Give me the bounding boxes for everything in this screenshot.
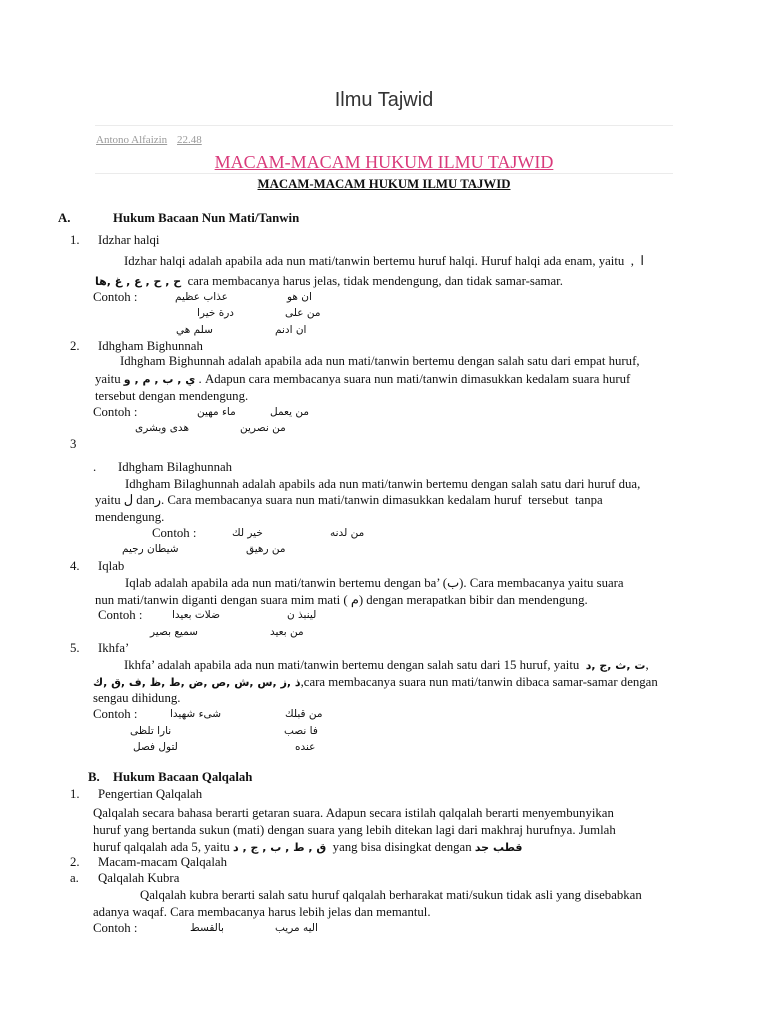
arabic-example: ان هو	[287, 291, 312, 303]
document-heading: MACAM-MACAM HUKUM ILMU TAJWID	[257, 177, 511, 191]
paragraph-line: Idzhar halqi adalah apabila ada nun mati/tanwin bertemu huruf halqi. Huruf halqi ada enam, yaitu , ا	[124, 254, 644, 268]
paragraph-line	[95, 273, 563, 290]
contoh-label: Contoh :	[152, 526, 197, 540]
arabic-example: ضلات بعيدا	[172, 609, 220, 621]
item-number: 1.	[70, 787, 80, 801]
arabic-example: اليه مريب	[275, 922, 318, 934]
arabic-letters: ي , ب , م , و	[123, 373, 196, 386]
contoh-label: Contoh :	[93, 921, 138, 935]
arabic-example: ان ادنم	[275, 324, 307, 336]
arabic-example: لتول فصل	[133, 741, 178, 753]
item-number: 3	[70, 437, 77, 451]
paragraph-line: huruf yang bertanda sukun (mati) dengan suara yang lebih ditekan lagi dari makhraj hurufnya. Jumlah	[93, 823, 616, 837]
post-title-link[interactable]: MACAM-MACAM HUKUM ILMU TAJWID	[214, 152, 554, 172]
arabic-abbreviation: قطب جد	[474, 841, 523, 854]
paragraph-text: . Adapun cara membacanya suara nun mati/tanwin dimasukkan kedalam suara huruf	[195, 372, 631, 386]
arabic-example: من قبلك	[285, 708, 323, 720]
paragraph-line: Idhgham Bighunnah adalah apabila ada nun mati/tanwin bertemu dengan salah satu dari empat huruf,	[120, 354, 640, 368]
arabic-example: بالقسط	[190, 922, 224, 934]
divider	[95, 125, 673, 126]
arabic-example: نارا تلظى	[130, 725, 172, 737]
arabic-example: عذاب عظيم	[175, 291, 228, 303]
item-title: Idhgham Bighunnah	[98, 339, 203, 353]
arabic-example: سميع بصير	[150, 626, 198, 638]
paragraph-text: yang bisa disingkat dengan	[326, 840, 475, 854]
arabic-example: هدى وبشرى	[135, 422, 189, 434]
paragraph-line: Iqlab adalah apabila ada nun mati/tanwin bertemu dengan ba’ (ب). Cara membacanya yaitu suara	[125, 576, 624, 590]
arabic-example: فا نصب	[284, 725, 318, 737]
arabic-example: من يعمل	[270, 406, 309, 418]
page-title: Ilmu Tajwid	[334, 89, 434, 111]
paragraph-line: Qalqalah secara bahasa berarti getaran suara. Adapun secara istilah qalqalah berarti menyembunyikan	[93, 806, 614, 820]
arabic-example: درة خيرا	[197, 307, 234, 319]
paragraph-line	[124, 657, 649, 674]
arabic-example: من رهيق	[246, 543, 286, 555]
arabic-example: عنده	[295, 741, 316, 753]
arabic-example: لينبذ ن	[287, 609, 317, 621]
item-title: Ikhfa’	[98, 641, 130, 655]
item-title: Idzhar halqi	[98, 233, 160, 247]
subitem-title: Qalqalah Kubra	[98, 871, 180, 885]
section-title: Hukum Bacaan Qalqalah	[113, 770, 253, 784]
paragraph-line: Qalqalah kubra berarti salah satu huruf qalqalah berharakat mati/sukun tidak asli yang disebabkan	[140, 888, 642, 902]
section-title: Hukum Bacaan Nun Mati/Tanwin	[113, 211, 300, 225]
arabic-example: من نصرين	[240, 422, 286, 434]
paragraph-text: huruf qalqalah ada 5, yaitu	[93, 840, 234, 854]
arabic-letters: ق , ط , ب , ج , د	[233, 841, 327, 854]
paragraph-line	[93, 674, 658, 691]
author-link[interactable]: Antono Alfaizin	[96, 134, 168, 146]
contoh-label: Contoh :	[98, 608, 143, 622]
item-number: 1.	[70, 233, 80, 247]
item-title: Macam-macam Qalqalah	[98, 855, 227, 869]
item-number: 4.	[70, 559, 80, 573]
arabic-example: شيطان رجيم	[122, 543, 179, 555]
paragraph-text: yaitu	[95, 372, 124, 386]
paragraph-text: cara membacanya harus jelas, tidak mendengung, dan tidak samar-samar.	[181, 274, 563, 288]
section-marker: A.	[58, 211, 71, 225]
arabic-example: ماء مهين	[197, 406, 236, 418]
item-dot: .	[93, 460, 97, 474]
item-title: Iqlab	[98, 559, 125, 573]
arabic-letters: ح , ح , ع , غ ,ها	[95, 275, 182, 288]
divider	[95, 173, 673, 174]
paragraph-line: tersebut dengan mendengung.	[95, 389, 249, 403]
paragraph-line: nun mati/tanwin diganti dengan suara mim mati ( م) dengan merapatkan bibir dan mendengung.	[95, 593, 588, 607]
paragraph-text: Ikhfa’ adalah apabila ada nun mati/tanwin bertemu dengan salah satu dari 15 huruf, yaitu	[124, 658, 586, 672]
paragraph-line: sengau dihidung.	[93, 691, 181, 705]
item-number: 2.	[70, 855, 80, 869]
section-marker: B.	[88, 770, 100, 784]
post-time-link[interactable]: 22.48	[177, 134, 202, 146]
paragraph-line: mendengung.	[95, 510, 165, 524]
paragraph-text: ,	[645, 658, 649, 672]
paragraph-line: adanya waqaf. Cara membacanya harus lebih jelas dan memantul.	[93, 905, 431, 919]
paragraph-line	[95, 371, 630, 388]
item-number: 5.	[70, 641, 80, 655]
arabic-letters: ت ,ث ,ج ,د	[585, 659, 646, 672]
arabic-example: من على	[285, 307, 321, 319]
arabic-example: من لدنه	[330, 527, 365, 539]
item-title: Pengertian Qalqalah	[98, 787, 203, 801]
arabic-example: خير لك	[232, 527, 263, 539]
item-number: 2.	[70, 339, 80, 353]
arabic-example: سلم هي	[176, 324, 213, 336]
contoh-label: Contoh :	[93, 290, 138, 304]
arabic-letters: ذ ,ز ,س ,ش ,ص ,ض ,ط ,ظ ,ف ,ق ,ك	[93, 676, 301, 689]
paragraph-line: Idhgham Bilaghunnah adalah apabils ada nun mati/tanwin bertemu dengan salah satu dari huruf dua,	[125, 477, 641, 491]
contoh-label: Contoh :	[93, 707, 138, 721]
paragraph-text: ,cara membacanya suara nun mati/tanwin dibaca samar-samar dengan	[300, 675, 658, 689]
paragraph-line: yaitu ل danر. Cara membacanya suara nun mati/tanwin dimasukkan kedalam huruf tersebut tanpa	[95, 493, 603, 507]
arabic-example: من بعيد	[270, 626, 304, 638]
item-title: Idhgham Bilaghunnah	[118, 460, 233, 474]
subitem-marker: a.	[70, 871, 79, 885]
contoh-label: Contoh :	[93, 405, 138, 419]
arabic-example: شىء شهيدا	[170, 708, 222, 720]
